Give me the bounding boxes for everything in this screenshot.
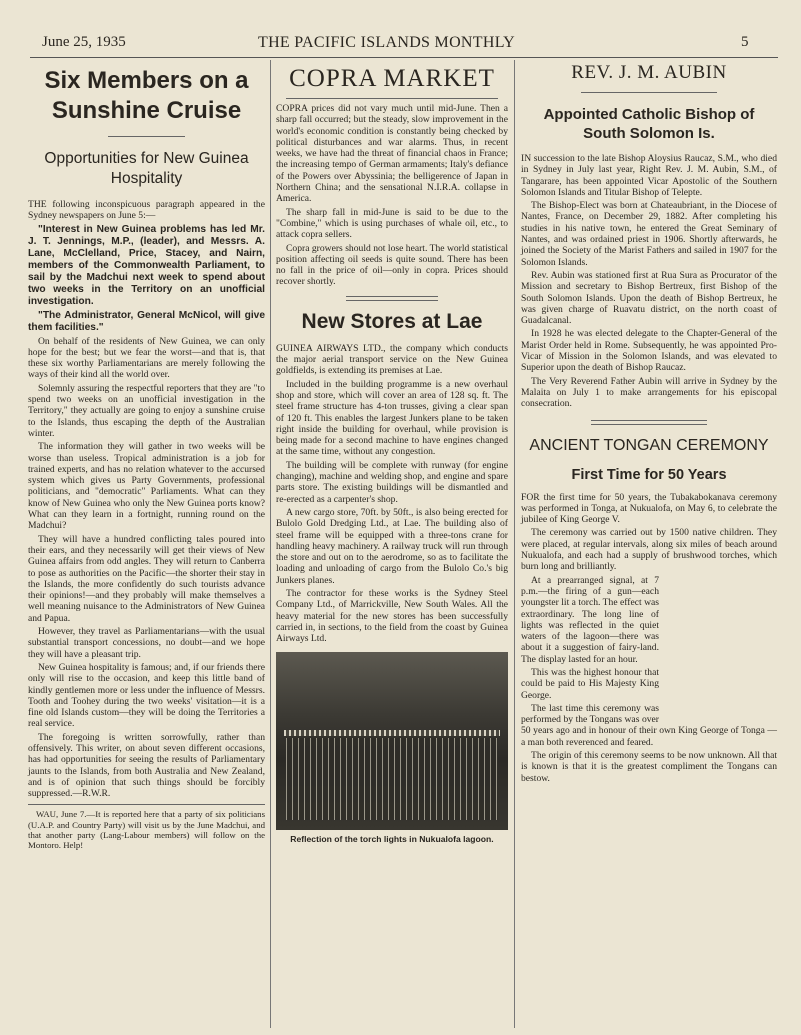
- paragraph: Solemnly assuring the respectful reporters that they are "to spend two weeks on an unofficial investigation in the Territory," they actually are going to enjoy a sunshine cruise to the Islands, thus escaping the depth of the Australian winter.: [28, 382, 265, 439]
- paragraph: This was the highest honour that could be paid to His Majesty King George.: [521, 666, 659, 701]
- page-number: 5: [741, 34, 749, 50]
- paragraph: Rev. Aubin was stationed first at Rua Sura as Procurator of the Mission and secretary to Bishop Bertreux, first Bishop of the South Solomon Islands. Upon the death of Bishop Bertreux, he was given charge of Ruavatu district, on the north coast of Guadalcanal.: [521, 269, 777, 327]
- paragraph-quote: "The Administrator, General McNicol, will give them facilities.": [28, 309, 265, 333]
- paragraph: The origin of this ceremony seems to be now unknown. All that is known is that it is the greatest compliment the Tongans can bestow.: [521, 750, 777, 784]
- lagoon-photo: [276, 652, 508, 830]
- paragraph: The last time this ceremony was performed by the Tongans was over 50 years ago and in honour of their own King George of Tonga — a man both reverenced and feared.: [521, 702, 777, 748]
- paragraph: In 1928 he was elected delegate to the Chapter-General of the Marist Order held in Rome. Subsequently, he was appointed Pro-Vicar of Mission in the Solomon Islands, and was elevated to Superior upon the death of Bishop Raucaz.: [521, 328, 777, 374]
- paragraph: The information they will gather in two weeks will be worse than useless. Tropical administration is a job for trained experts, and has no relation whatever to the accursed system which gives us Party Governments, professional politicians, and "democratic" Parliaments. What can they know of New Guinea who only the New Guinea ports know? What can they learn in a fortnight, running round on the Madchui?: [28, 441, 265, 532]
- divider: [108, 136, 185, 137]
- paragraph-quote: "Interest in New Guinea problems has led Mr. J. T. Jennings, M.P., (leader), and Messrs. A. Lane, McClelland, Price, Stacey, and Nairn, members of the Commonwealth Parliament, to sail by the Madchui next week to spend about two weeks in the Territory on an unofficial investigation.: [28, 223, 265, 307]
- paragraph: At a prearranged signal, at 7 p.m.—the firing of a gun—each youngster lit a torch. The effect was extraordinary. The long line of lights was reflected in the quiet waters of the lagoon—there was about it a suggestion of fairy-land. The display lasted for an hour.: [521, 574, 659, 665]
- news-note: WAU, June 7.—It is reported here that a party of six politicians (U.A.P. and Country Party) will visit us by the June Madchui, and that another party (Lang-Labour members) will follow on the Montoro. Help!: [28, 809, 265, 851]
- column-divider: [270, 60, 271, 1028]
- torch-lights: [284, 730, 500, 736]
- column-divider: [514, 60, 515, 1028]
- paragraph: They will have a hundred conflicting tales poured into their ears, and they necessarily will get their views of New Guinea affairs from odd angles. They will return to Canberra to pose as authorities on the Pacific—the shorter their stay in the Islands, the more confidently do such tourists advance their opinions!—and they probably will make themselves a well meaning nuisance to the Administrators of New Guinea and Papua.: [28, 533, 265, 624]
- paragraph: Included in the building programme is a new overhaul shop and store, which will cover an area of 128 sq. ft. The steel frame structure has 4-ton trusses, giving a clear span of 120 ft. This enables the largest Junkers plane to be taken right inside the building for overhaul, while provision is being made for a second machine to have engines changed at the same time, without any congestion.: [276, 378, 508, 458]
- article-title: Six Members on a Sunshine Cruise: [44, 67, 249, 124]
- page-header: [0, 34, 801, 54]
- divider: [591, 420, 707, 425]
- article-title: New Stores at Lae: [301, 309, 483, 333]
- column-middle: [276, 62, 508, 846]
- paragraph: THE following inconspicuous paragraph appeared in the Sydney newspapers on June 5:—: [28, 199, 265, 222]
- divider: [346, 296, 438, 301]
- article-title: ANCIENT TONGAN CEREMONY: [529, 436, 769, 454]
- paragraph: Copra growers should not lose heart. The world statistical position affecting oil seeds is quite sound. There has been no fall in the price of oil—only in copra. Prices should recover shortly.: [276, 242, 508, 288]
- paragraph: On behalf of the residents of New Guinea, we can only hope for the best; but we fear the worst—and that is, that these six worthy Parliamentarians are merely following the ways of their kind all the world over.: [28, 335, 265, 381]
- paragraph: The Bishop-Elect was born at Chateaubriant, in the Diocese of Nantes, France, on December 29, 1882. After completing his studies in his native town, he entered the Great Seminary of Nantes, and was ordained priest in 1906. Shortly afterwards, he joined the Society of the Marist Fathers and sailed in 1907 for the Solomon Islands.: [521, 200, 777, 268]
- issue-date: June 25, 1935: [42, 34, 126, 50]
- paragraph: FOR the first time for 50 years, the Tubakabokanava ceremony was performed in Tonga, at Nukualofa, on May 6, to celebrate the jubilee of King George V.: [521, 491, 777, 526]
- article-subtitle: First Time for 50 Years: [571, 466, 727, 483]
- column-right: [521, 62, 777, 786]
- paragraph: A new cargo store, 70ft. by 50ft., is also being erected for Bulolo Gold Dredging Ltd., at Lae. The building also of steel frame will be equipped with a three-tons crane for handling heavy machinery. A railway truck will run through the store and out on to the aerodrome, so as to facilitate the loading and unloading of cargo from the Bulolo Co.'s big Junkers planes.: [276, 506, 508, 586]
- float-spacer: [659, 575, 777, 723]
- divider: [581, 92, 717, 93]
- header-rule: [30, 57, 778, 58]
- paragraph: COPRA prices did not vary much until mid-June. Then a sharp fall occurred; but the steady, slow improvement in the world's economic condition is constantly being checked by political disturbances and war alarms. Thus, in recent weeks, we have had the threat of financial chaos in France; the increasing tempo of German armaments; Italy's defiance of the Powers over Abyssinia; the belligerence of Japan in Northern China; and the sensational N.I.R.A. collapse in America.: [276, 103, 508, 205]
- article-title: COPRA MARKET: [289, 65, 495, 92]
- publication-title: THE PACIFIC ISLANDS MONTHLY: [258, 34, 516, 51]
- article-subtitle: Opportunities for New Guinea Hospitality: [44, 150, 249, 187]
- paragraph: The ceremony was carried out by 1500 native children. They were placed, at regular intervals, along six miles of beach around Nukualofa, and each had a supply of brushwood torches, which burn long and brilliantly.: [521, 527, 777, 573]
- article-subtitle: Appointed Catholic Bishop of South Solomon Is.: [543, 106, 755, 142]
- paragraph: The building will be complete with runway (for engine changing), machine and welding shop, and engine and spare parts store. The existing buildings will be dismantled and re-erected as a carpenter's shop.: [276, 459, 508, 505]
- divider: [28, 804, 265, 805]
- divider: [286, 98, 498, 99]
- paragraph: The sharp fall in mid-June is said to be due to the "Combine," which is using purchases of whale oil, etc., to attack copra sellers.: [276, 206, 508, 241]
- paragraph: New Guinea hospitality is famous; and, if our friends there only will rise to the occasion, and keep this little band of kindly gentlemen more or less under the influence of Messrs. Tooth and Toohey during the two weeks' visitation—it is a fine old Islands custom—they will be doing the Territories a real service.: [28, 661, 265, 730]
- column-left: [28, 62, 265, 852]
- paragraph: IN succession to the late Bishop Aloysius Raucaz, S.M., who died in Sydney in July last year, Right Rev. J. M. Aubin, S.M., of Tangarare, has been appointed Vicar Apostolic of the Southern Solomon Islands and Titular Bishop of Telepte.: [521, 153, 777, 198]
- photo-caption: Reflection of the torch lights in Nukualofa lagoon.: [290, 834, 494, 845]
- article-title: REV. J. M. AUBIN: [571, 62, 727, 83]
- paragraph: The contractor for these works is the Sydney Steel Company Ltd., of Marrickville, New South Wales. All the heavy material for the new stores has been successfully carried in, in sections, to the field from the coast by Guinea Airways Ltd.: [276, 587, 508, 645]
- paragraph: The foregoing is written sorrowfully, rather than offensively. This writer, on about seven different occasions, has had opportunities for seeing the results of Parliamentary jaunts to the Islands, from both Australia and New Zealand, and is of opinion that such things should be forcibly suppressed.—R.W.R.: [28, 731, 265, 800]
- paragraph: GUINEA AIRWAYS LTD., the company which conducts the major aerial transport service on the New Guinea goldfields, is extending its premises at Lae.: [276, 342, 508, 377]
- paragraph: However, they travel as Parliamentarians—with the usual substantial transport concessions, no doubt—and we hope they will have a pleasant trip.: [28, 626, 265, 660]
- light-reflection: [286, 738, 498, 820]
- paragraph: The Very Reverend Father Aubin will arrive in Sydney by the Malaita on July 1 to make arrangements for his episcopal consecration.: [521, 375, 777, 410]
